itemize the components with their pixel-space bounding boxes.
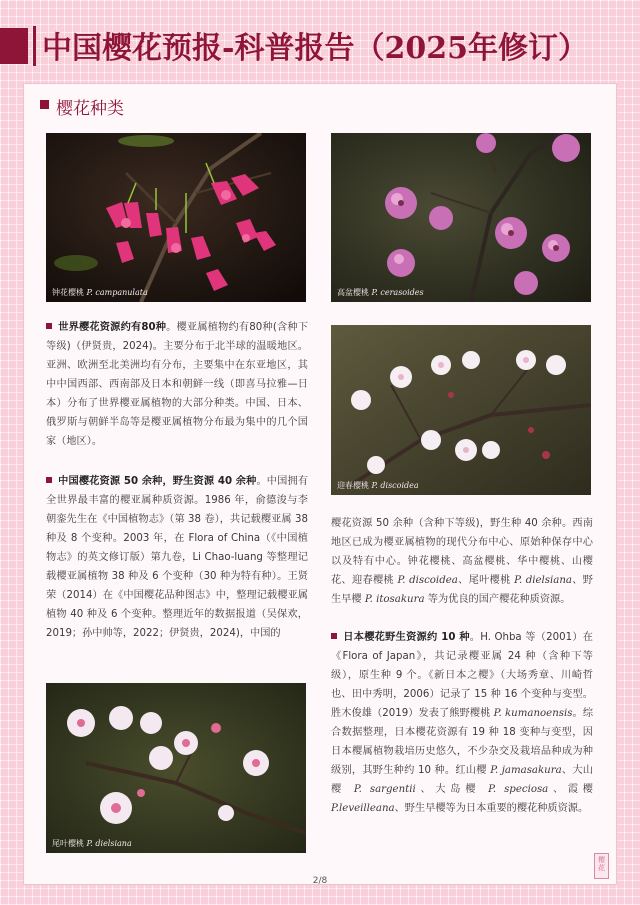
page-title: 中国樱花预报-科普报告（2025年修订） [42,31,588,66]
photo-caption: 迎春樱桃 P. discoidea [337,481,419,490]
paragraph-bullet [331,633,337,639]
paragraph-bullet [46,323,52,329]
header-accent-block [0,28,28,64]
cherry-blossom-image [46,133,306,302]
paragraph-bullet [46,477,52,483]
paragraph-china-continued: 樱花资源 50 余种（含种下等级)，野生种 40 余种。西南地区已成为樱亚属植物的现代分布中心、原始种保存中心以及特有中心。钟花樱桃、高盆樱桃、华中樱桃、山樱花、迎春樱桃 P. discoidea、尾叶樱桃 P. dielsiana、野生早樱 P. itosakura 等为优良的国产樱花种质资源。 [331,518,593,605]
page-number: 2/8 [312,876,328,886]
photo-discoidea [331,325,591,495]
paragraph-world [46,318,308,451]
seal-stamp: 樱花 [594,853,609,879]
paragraph-china [46,472,308,643]
section-title: 樱花种类 [56,99,124,119]
header-accent-line [33,26,36,66]
paragraph-japan: 日本樱花野生资源约 10 种。H. Ohba 等（2001）在《Flora of Japan》，共记录樱亚属 24 种（含种下等级），原生种 9 个。《新日本之樱》（大场秀章、川崎哲也、田中秀明，2006）记录了 15 种 16 个变种与变型。胜木俊雄（2019）发表了熊野樱桃 P. kumanoensis。综合数据整理，日本樱花资源有 19 种 18 变种与变型，因日本樱属植物栽培历史悠久，不少杂交及栽培品种成为种级别，其野生种约 10 种。红山樱 P. jamasakura、大山樱 P. sargentii、大岛樱 P. speciosa、霞樱 P.leveilleana、野生早樱等为日本重要的樱花种质资源。 [331,632,594,814]
photo-caption: 钟花樱桃 P. campanulata [52,288,148,297]
photo-caption: 高盆樱桃 P. cerasoides [337,288,424,297]
photo-caption: 尾叶樱桃 P. dielsiana [52,839,132,848]
paragraph-lead: 世界樱花资源约有80种 [58,322,167,333]
cherry-blossom-image [331,325,591,495]
page-header [0,22,640,70]
section-bullet [40,100,49,109]
cherry-blossom-image [46,683,306,853]
paragraph-lead: 日本樱花野生资源约 10 种 [343,632,470,643]
photo-dielsiana [46,683,306,853]
paragraph-body: 。中国拥有全世界最丰富的樱亚属种质资源。1986 年，俞德浚与李朝銮先生在《中国植物志》（第 38 卷），共记载樱亚属 38 种及 8 个变种。2003 年，在 Flora of China（《中国植物志》的英文修订版）第九卷，Li Chao-luang 等整理记载樱亚属植物 38 种及 6 个变种（30 种为特有种）。王贤荣（2014）在《中国樱花品种图志》中，整理记载樱亚属植物 40 种及 6 个变种。整理近年的数据报道（吴保欢，2019；孙中帅等，2022；伊贤贵，2024)，中国的 [46,476,309,639]
paragraph-lead: 中国樱花资源 50 余种，野生资源 40 余种 [58,476,257,487]
cherry-blossom-image [331,133,591,302]
photo-campanulata [46,133,306,302]
photo-cerasoides [331,133,591,302]
paragraph-body: 。樱亚属植物约有80种(含种下等级)（伊贤贵，2024)。主要分布于北半球的温暖地区。亚洲、欧洲至北美洲均有分布，主要集中在东亚地区，其中中国西部、西南部及日本和朝鲜一线（即喜马拉雅—日本）分布了世界樱亚属植物的大部分种类。中国、日本、俄罗斯与朝鲜半岛等是樱亚属植物分布最为集中的几个国家（地区）。 [46,322,309,447]
